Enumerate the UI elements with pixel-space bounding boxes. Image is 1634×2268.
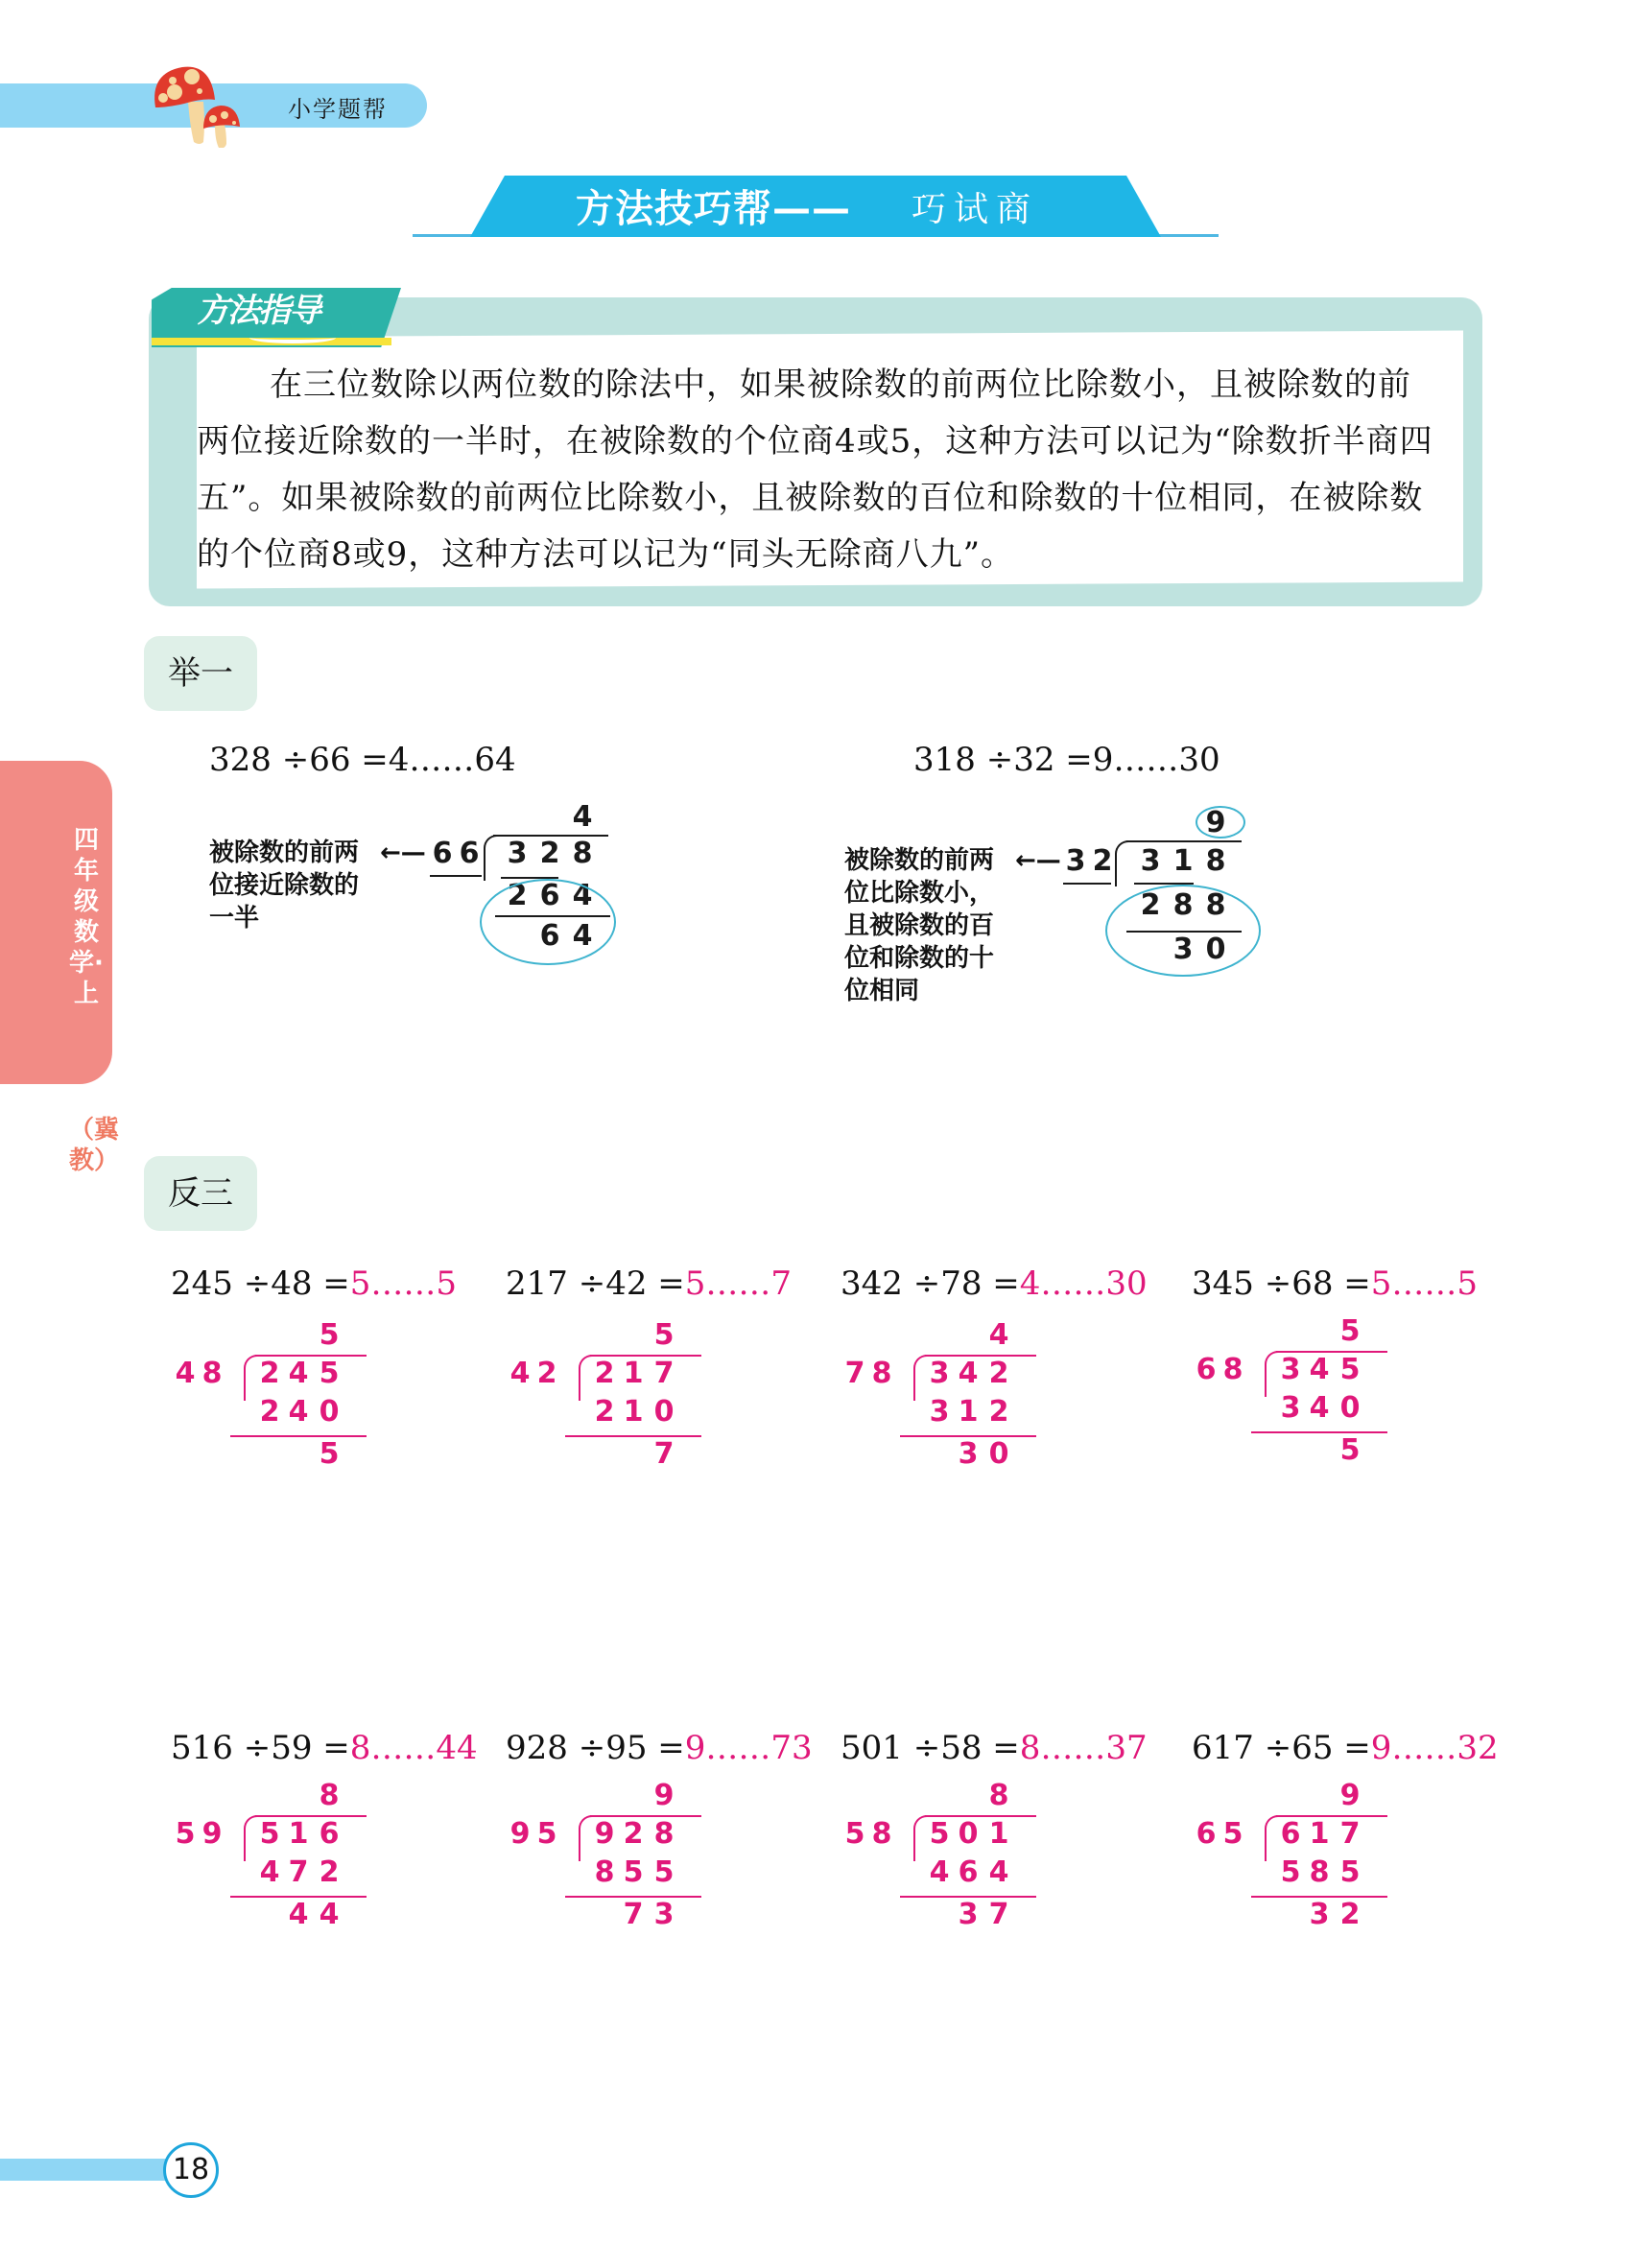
divisor-underline <box>1063 883 1111 885</box>
page-subtitle: 巧试商 <box>912 190 1039 229</box>
product-digit: 2 <box>594 1395 615 1429</box>
dividend-digit: 5 <box>929 1817 950 1851</box>
division-bracket <box>1115 840 1130 886</box>
product-digit: 6 <box>958 1855 979 1889</box>
practice-problem-5 <box>171 1729 478 1959</box>
note-line: 且被除数的百 <box>844 911 995 940</box>
brand-label: 小学题帮 <box>288 96 388 123</box>
quotient-digit: 4 <box>988 1318 1009 1352</box>
quotient-digit: 8 <box>988 1779 1009 1812</box>
example-section-label: 举一 <box>144 636 257 711</box>
practice-problem-2 <box>506 1264 813 1495</box>
dividend-digit: 2 <box>988 1357 1009 1390</box>
dividend-digit: 5 <box>259 1817 280 1851</box>
product-digit: 3 <box>1280 1391 1301 1425</box>
product-digit: 0 <box>1339 1391 1361 1425</box>
product-digit: 2 <box>988 1395 1009 1429</box>
dividend-digit: 8 <box>572 837 593 870</box>
quotient-digit: 9 <box>1205 806 1226 839</box>
note-line: 被除数的前两 <box>209 839 360 867</box>
dividend-digit: 7 <box>653 1357 675 1390</box>
divisor-digit: 2 <box>1092 844 1113 878</box>
division-bracket <box>484 835 499 881</box>
arrow-left-icon: ←— <box>1015 846 1061 875</box>
remainder-digit: 2 <box>1339 1898 1361 1931</box>
highlight-ellipse <box>1105 885 1261 977</box>
divisor-digit: 8 <box>871 1357 892 1390</box>
dividend-digit: 3 <box>507 837 528 870</box>
divisor-digit: 4 <box>509 1357 531 1390</box>
question: 516 ÷59 = <box>171 1729 350 1767</box>
dividend-digit: 7 <box>1339 1817 1361 1851</box>
product-digit: 2 <box>507 879 528 912</box>
remainder-digit: 0 <box>1205 933 1226 966</box>
remainder-digit: 7 <box>653 1437 675 1471</box>
quotient-digit: 5 <box>653 1318 675 1352</box>
edition-label: （冀教） <box>69 1116 120 1175</box>
product-digit: 8 <box>594 1855 615 1889</box>
product-digit: 4 <box>988 1855 1009 1889</box>
dividend-digit: 1 <box>988 1817 1009 1851</box>
remainder-digit: 4 <box>572 919 593 953</box>
remainder-digit: 6 <box>539 919 560 953</box>
remainder-digit: 7 <box>988 1898 1009 1931</box>
dividend-digit: 2 <box>623 1817 644 1851</box>
dividend-digit: 8 <box>653 1817 675 1851</box>
swoosh-icon <box>249 332 336 343</box>
practice-section-label: 反三 <box>144 1156 257 1231</box>
subtraction-line <box>565 1435 701 1437</box>
answer: 5……7 <box>684 1264 793 1303</box>
practice-problem-4 <box>1192 1264 1499 1495</box>
note-line: 位相同 <box>844 977 920 1005</box>
dividend-digit: 2 <box>539 837 560 870</box>
subtraction-line <box>230 1435 367 1437</box>
dividend-digit: 1 <box>1309 1817 1330 1851</box>
dividend-digit: 6 <box>1280 1817 1301 1851</box>
remainder-digit: 7 <box>623 1898 644 1931</box>
practice-problem-6 <box>506 1729 813 1959</box>
product-digit: 2 <box>1140 888 1161 922</box>
dividend-digit: 8 <box>1205 844 1226 878</box>
question: 345 ÷68 = <box>1192 1264 1371 1303</box>
example-1-long-division <box>422 796 614 969</box>
product-digit: 7 <box>288 1855 309 1889</box>
example-2-long-division <box>1055 804 1267 977</box>
dividend-digit: 3 <box>1280 1353 1301 1386</box>
divisor-digit: 5 <box>536 1817 557 1851</box>
divisor-digit: 3 <box>1065 844 1086 878</box>
answer: 9……32 <box>1370 1729 1499 1767</box>
note-line: 被除数的前两 <box>844 846 995 875</box>
division-bar <box>1126 840 1242 842</box>
product-digit: 6 <box>539 879 560 912</box>
dividend-digit: 2 <box>594 1357 615 1390</box>
question: 245 ÷48 = <box>171 1264 350 1303</box>
product-digit: 4 <box>288 1395 309 1429</box>
question: 928 ÷95 = <box>506 1729 685 1767</box>
divisor-digit: 4 <box>175 1357 196 1390</box>
note-line: 位和除数的十 <box>844 944 995 973</box>
example-1-equation: 328 ÷66 =4……64 <box>209 741 516 779</box>
question: 342 ÷78 = <box>841 1264 1020 1303</box>
remainder-digit: 3 <box>653 1898 675 1931</box>
product-digit: 4 <box>572 879 593 912</box>
quotient-digit: 9 <box>1339 1779 1361 1812</box>
dividend-digit: 1 <box>1172 844 1194 878</box>
page-title: 方法技巧帮—— <box>576 187 851 231</box>
answer: 4……30 <box>1019 1264 1148 1303</box>
question: 217 ÷42 = <box>506 1264 685 1303</box>
product-digit: 4 <box>929 1855 950 1889</box>
footer-bar <box>0 2159 173 2181</box>
quotient-highlight-ellipse <box>1196 806 1245 839</box>
product-digit: 5 <box>1280 1855 1301 1889</box>
remainder-digit: 5 <box>1339 1433 1361 1467</box>
dividend-digit: 3 <box>1140 844 1161 878</box>
divisor-digit: 5 <box>1222 1817 1243 1851</box>
dividend-digit: 6 <box>319 1817 340 1851</box>
remainder-digit: 3 <box>1172 933 1194 966</box>
quotient-digit: 5 <box>319 1318 340 1352</box>
product-digit: 0 <box>653 1395 675 1429</box>
mushroom-icon <box>146 59 251 148</box>
product-digit: 5 <box>1339 1855 1361 1889</box>
product-digit: 2 <box>259 1395 280 1429</box>
remainder-digit: 3 <box>958 1898 979 1931</box>
divisor-digit: 9 <box>201 1817 223 1851</box>
dividend-digit: 9 <box>594 1817 615 1851</box>
long-division <box>171 1779 401 1951</box>
method-text: 在三位数除以两位数的除法中，如果被除数的前两位比除数小，且被除数的前两位接近除数的一半时，在被除数的个位商4或5，这种方法可以记为“除数折半商四五”。如果被除数的前两位比除数小，且被除数的百位和除数的十位相同，在被除数的个位商8或9，这种方法可以记为“同头无除商八九”。 <box>197 366 1433 574</box>
remainder-digit: 3 <box>958 1437 979 1471</box>
divisor-underline <box>430 875 482 877</box>
dividend-digit: 5 <box>1339 1353 1361 1386</box>
dividend-digit: 0 <box>958 1817 979 1851</box>
remainder-digit: 4 <box>319 1898 340 1931</box>
remainder-digit: 3 <box>1309 1898 1330 1931</box>
product-digit: 8 <box>1309 1855 1330 1889</box>
divisor-digit: 5 <box>175 1817 196 1851</box>
dividend-digit: 5 <box>319 1357 340 1390</box>
long-division <box>506 1779 736 1951</box>
dividend-digit: 4 <box>958 1357 979 1390</box>
question: 501 ÷58 = <box>841 1729 1020 1767</box>
product-digit: 4 <box>259 1855 280 1889</box>
product-digit: 5 <box>653 1855 675 1889</box>
long-division <box>841 1779 1071 1951</box>
quotient-digit: 5 <box>1339 1314 1361 1348</box>
practice-problem-1 <box>171 1264 478 1495</box>
product-digit: 5 <box>623 1855 644 1889</box>
long-division <box>506 1318 736 1491</box>
quotient-digit: 9 <box>653 1779 675 1812</box>
example-2-note <box>844 844 994 1007</box>
quotient-digit: 4 <box>572 800 593 834</box>
subtraction-line <box>1251 1431 1387 1433</box>
method-tag-label: 方法指导 <box>197 292 320 330</box>
divisor-digit: 6 <box>432 837 453 870</box>
dividend-digit: 4 <box>288 1357 309 1390</box>
divisor-digit: 6 <box>1196 1817 1217 1851</box>
answer: 8……37 <box>1019 1729 1148 1767</box>
example-1-note <box>209 837 359 934</box>
divisor-digit: 2 <box>536 1357 557 1390</box>
practice-problem-7 <box>841 1729 1167 1959</box>
note-line: 位比除数小， <box>844 879 995 908</box>
long-division <box>841 1318 1071 1491</box>
divisor-digit: 8 <box>201 1357 223 1390</box>
answer: 8……44 <box>349 1729 478 1767</box>
remainder-digit: 5 <box>319 1437 340 1471</box>
divisor-digit: 9 <box>509 1817 531 1851</box>
long-division <box>1192 1314 1422 1487</box>
highlight-ellipse <box>480 879 616 965</box>
divisor-digit: 8 <box>1222 1353 1243 1386</box>
dividend-digit: 2 <box>259 1357 280 1390</box>
divisor-digit: 5 <box>844 1817 865 1851</box>
long-division <box>1192 1779 1422 1951</box>
dividend-digit: 4 <box>1309 1353 1330 1386</box>
practice-problem-8 <box>1192 1729 1518 1959</box>
product-digit: 8 <box>1172 888 1194 922</box>
practice-problem-3 <box>841 1264 1167 1495</box>
product-digit: 4 <box>1309 1391 1330 1425</box>
answer: 5……5 <box>1370 1264 1479 1303</box>
example-2-equation: 318 ÷32 =9……30 <box>913 741 1220 779</box>
answer: 5……5 <box>349 1264 458 1303</box>
divisor-digit: 6 <box>1196 1353 1217 1386</box>
note-line: 一半 <box>209 904 260 933</box>
long-division <box>171 1318 401 1491</box>
divisor-digit: 8 <box>871 1817 892 1851</box>
side-tab-label: 四年级数学·上 <box>69 826 104 1008</box>
product-digit: 0 <box>319 1395 340 1429</box>
product-digit: 8 <box>1205 888 1226 922</box>
quotient-digit: 8 <box>319 1779 340 1812</box>
arrow-left-icon: ←— <box>380 839 426 867</box>
question: 617 ÷65 = <box>1192 1729 1371 1767</box>
divisor-digit: 7 <box>844 1357 865 1390</box>
dividend-digit: 1 <box>623 1357 644 1390</box>
note-line: 位接近除数的 <box>209 871 360 900</box>
divisor-digit: 6 <box>459 837 480 870</box>
remainder-digit: 4 <box>288 1898 309 1931</box>
product-digit: 1 <box>958 1395 979 1429</box>
answer: 9……73 <box>684 1729 813 1767</box>
dividend-digit: 1 <box>288 1817 309 1851</box>
product-digit: 3 <box>929 1395 950 1429</box>
dividend-digit: 3 <box>929 1357 950 1390</box>
product-digit: 2 <box>319 1855 340 1889</box>
product-digit: 1 <box>623 1395 644 1429</box>
remainder-digit: 0 <box>988 1437 1009 1471</box>
page-number: 18 <box>163 2142 219 2198</box>
